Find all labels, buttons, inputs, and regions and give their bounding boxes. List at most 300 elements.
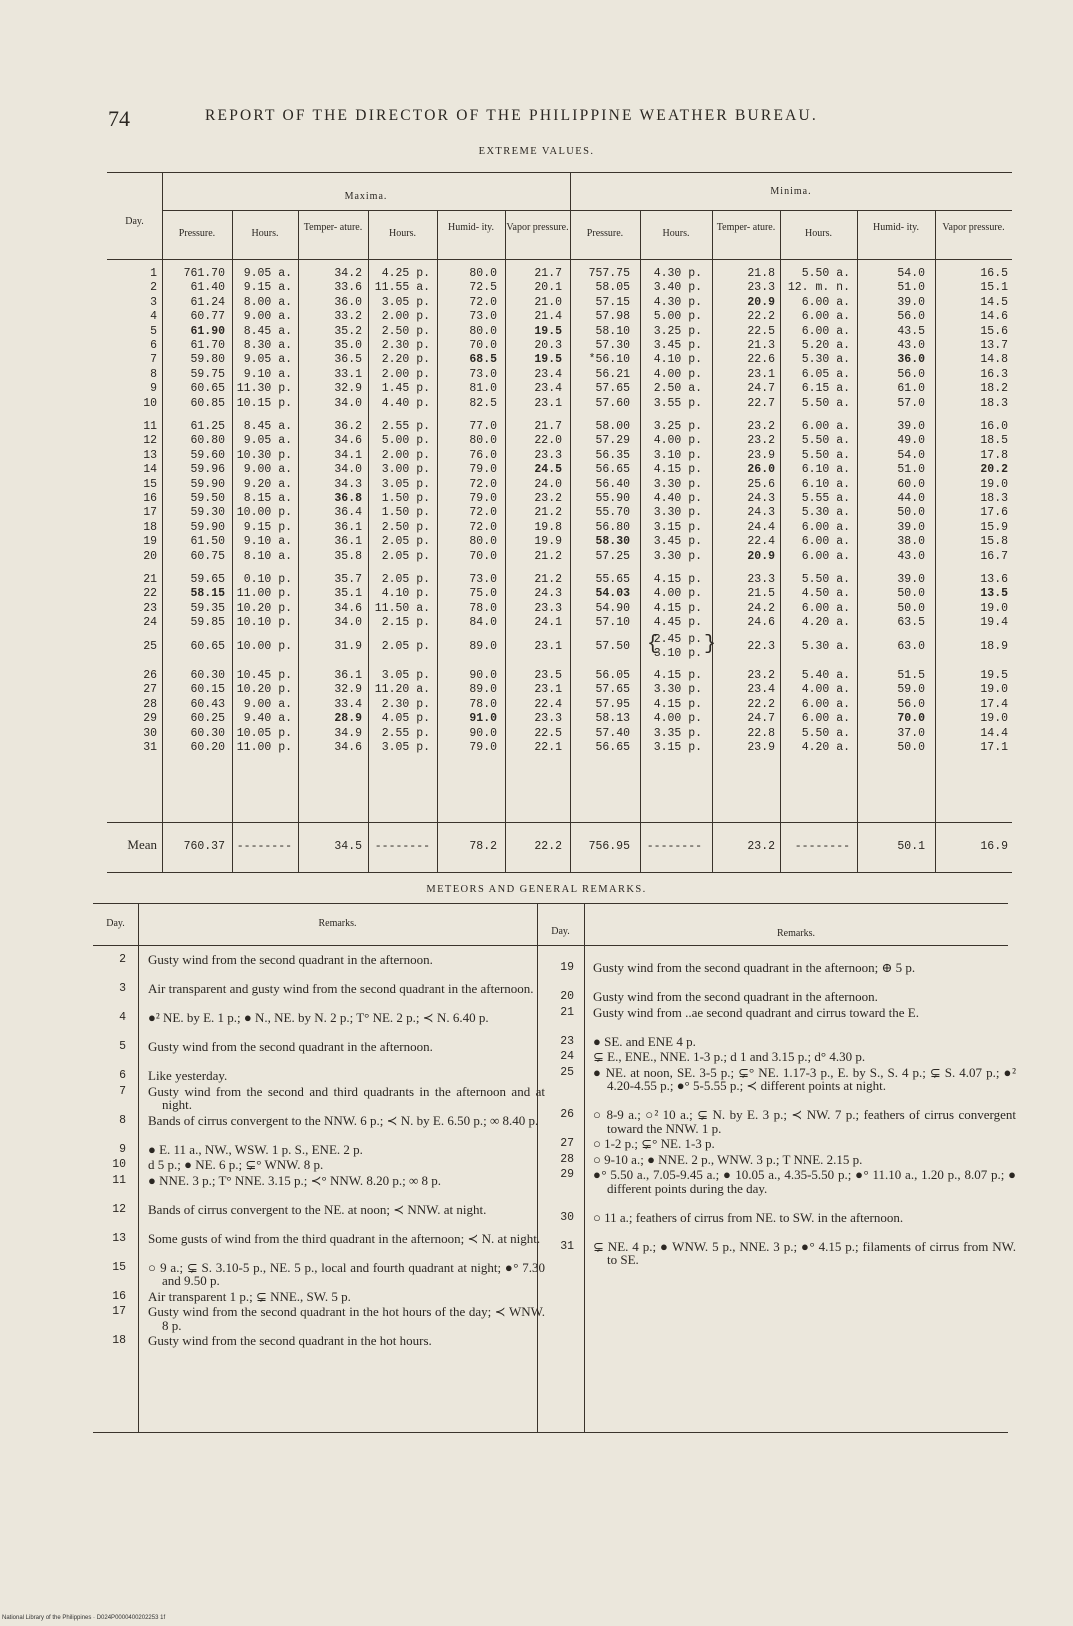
value-cell: 59.75 (190, 367, 225, 381)
value-cell: 5.50 a. (801, 434, 850, 448)
mean-cell: -------- (794, 840, 850, 853)
value-cell: 36.4 (334, 506, 362, 520)
value-cell: 57.65 (595, 683, 630, 697)
remark-text: Air transparent and gusty wind from the second quadrant in the afternoon. (148, 981, 534, 996)
value-cell: 36.0 (334, 295, 362, 309)
remark-text: Like yesterday. (148, 1068, 228, 1083)
value-cell: 60.75 (190, 549, 225, 563)
day-number: 26 (143, 669, 157, 682)
value-cell: 60.30 (190, 669, 225, 682)
value-cell: 9.05 a. (243, 434, 292, 448)
value-cell: 56.05 (595, 669, 630, 682)
value-cell: 4.15 p. (653, 463, 702, 477)
value-cell: 70.0 (469, 339, 497, 352)
day-number: 13 (143, 448, 157, 462)
day-number: 18 (143, 520, 157, 534)
day-number: 21 (143, 573, 157, 586)
value-cell: 13.7 (980, 339, 1008, 352)
value-cell: 17.1 (980, 741, 1008, 754)
value-cell: 72.5 (469, 281, 497, 295)
value-cell: 18.3 (980, 492, 1008, 505)
remark-text: ● NE. at noon, SE. 3-5 p.; ⊊° NE. 1.17-3 p., E. by S., S. 4 p.; ⊊ S. 4.07 p.; ●² 4.20-4.55 p.; ●° 5-5.55 p.; ≺ different points at night. (593, 1064, 1016, 1093)
value-cell: 21.0 (534, 295, 562, 309)
value-cell: 10.45 p. (236, 669, 292, 682)
mean-cell: -------- (236, 840, 292, 853)
value-cell: 10.20 p. (236, 683, 292, 697)
value-cell: 56.80 (595, 520, 630, 534)
extreme-values-title: EXTREME VALUES. (478, 146, 595, 157)
mean-cell: -------- (374, 840, 430, 853)
remark-day: 7 (119, 1084, 126, 1098)
value-cell: 78.0 (469, 697, 497, 711)
remark-text: ●² NE. by E. 1 p.; ● N., NE. by N. 2 p.; T° NE. 2 p.; ≺ N. 6.40 p. (148, 1010, 489, 1025)
day-number: 6 (150, 339, 157, 352)
value-cell: 5.30 a. (801, 506, 850, 520)
remark-day: 5 (119, 1040, 126, 1053)
mean-cell: 34.5 (334, 840, 362, 853)
value-cell: 34.6 (334, 741, 362, 754)
value-cell: 23.1 (747, 367, 775, 381)
value-cell: 5.00 p. (381, 434, 430, 448)
value-cell: 57.30 (595, 339, 630, 352)
remark-day: 24 (560, 1050, 574, 1063)
value-cell: 21.4 (534, 310, 562, 324)
value-cell: 32.9 (334, 683, 362, 697)
value-cell: 14.5 (980, 295, 1008, 309)
value-cell: 43.0 (897, 549, 925, 563)
day-number: 4 (150, 310, 157, 324)
value-cell: 75.0 (469, 587, 497, 601)
remark-text: ○ 9-10 a.; ● NNE. 2 p., WNW. 3 p.; T NNE. 2.15 p. (593, 1151, 863, 1167)
value-cell: 3.10 p. (653, 646, 702, 660)
value-cell: 60.20 (190, 741, 225, 754)
value-cell: 39.0 (897, 420, 925, 433)
value-cell: 59.85 (190, 616, 225, 630)
value-cell: 20.9 (747, 549, 775, 563)
value-cell: 4.30 p. (653, 267, 702, 280)
value-cell: 18.9 (980, 639, 1008, 653)
value-cell: 2.05 p. (381, 639, 430, 653)
remark-day: 2 (119, 953, 126, 966)
value-cell: 14.4 (980, 726, 1008, 740)
remark-text: ⊊ NE. 4 p.; ● WNW. 5 p., NNE. 3 p.; ●° 4.15 p.; filaments of cirrus from NW. to SE. (593, 1238, 1016, 1267)
value-cell: 36.1 (334, 669, 362, 682)
value-cell: 19.0 (980, 601, 1008, 615)
value-cell: 20.2 (980, 463, 1008, 477)
value-cell: 6.00 a. (801, 697, 850, 711)
remark-text: d 5 p.; ● NE. 6 p.; ⊊° WNW. 8 p. (148, 1157, 324, 1172)
value-cell: 82.5 (469, 396, 497, 410)
column-header: Humid- ity. (447, 222, 494, 233)
value-cell: 39.0 (897, 520, 925, 534)
day-number: 20 (143, 549, 157, 563)
value-cell: 1.50 p. (381, 506, 430, 520)
value-cell: 68.5 (469, 353, 497, 367)
day-number: 22 (143, 587, 157, 601)
value-cell: 61.50 (190, 535, 225, 549)
value-cell: 11.00 p. (236, 587, 292, 601)
value-cell: 60.65 (190, 382, 225, 396)
value-cell: 2.50 p. (381, 324, 430, 338)
value-cell: 61.90 (190, 324, 225, 338)
value-cell: 5.00 p. (653, 310, 702, 324)
day-header: Day. (551, 926, 570, 937)
value-cell: 59.65 (190, 573, 225, 586)
value-cell: 59.0 (897, 683, 925, 697)
day-number: 17 (143, 506, 157, 520)
value-cell: 6.10 a. (801, 463, 850, 477)
value-cell: 5.50 a. (801, 573, 850, 586)
value-cell: 16.0 (980, 420, 1008, 433)
value-cell: 6.00 a. (801, 420, 850, 433)
value-cell: 6.05 a. (801, 367, 850, 381)
value-cell: 3.25 p. (653, 420, 702, 433)
value-cell: 6.00 a. (801, 310, 850, 324)
value-cell: 35.2 (334, 324, 362, 338)
remark-text: Gusty wind from the second and third quadrants in the afternoon and at night. (148, 1083, 545, 1112)
value-cell: 3.30 p. (653, 477, 702, 491)
remark-day: 30 (560, 1210, 574, 1224)
value-cell: 16.3 (980, 367, 1008, 381)
value-cell: 3.30 p. (653, 549, 702, 563)
value-cell: 24.5 (534, 463, 562, 477)
value-cell: 55.70 (595, 506, 630, 520)
value-cell: 6.15 a. (801, 382, 850, 396)
value-cell: 4.45 p. (653, 616, 702, 630)
table-rule (93, 903, 1008, 904)
column-header: Vapor pressure. (506, 222, 569, 233)
value-cell: 33.2 (334, 310, 362, 324)
value-cell: 5.55 a. (801, 492, 850, 505)
value-cell: 57.0 (897, 396, 925, 410)
value-cell: 39.0 (897, 295, 925, 309)
remark-day: 20 (560, 990, 574, 1003)
remark-text: ● NNE. 3 p.; T° NNE. 3.15 p.; ≺° NNW. 8.20 p.; ∞ 8 p. (148, 1172, 441, 1188)
remark-day: 12 (112, 1202, 126, 1216)
value-cell: 9.10 a. (243, 535, 292, 549)
value-cell: 22.2 (747, 697, 775, 711)
value-cell: 15.1 (980, 281, 1008, 295)
value-cell: 11.30 p. (236, 382, 292, 396)
value-cell: 61.70 (190, 339, 225, 352)
value-cell: 3.05 p. (381, 741, 430, 754)
day-number: 8 (150, 367, 157, 381)
value-cell: 34.0 (334, 616, 362, 630)
value-cell: 13.6 (980, 573, 1008, 586)
value-cell: 35.8 (334, 549, 362, 563)
value-cell: 56.35 (595, 448, 630, 462)
value-cell: 5.40 a. (801, 669, 850, 682)
value-cell: 19.8 (534, 520, 562, 534)
column-header: Pressure. (586, 228, 624, 239)
column-header: Pressure. (178, 228, 216, 239)
value-cell: 58.30 (595, 535, 630, 549)
value-cell: 3.05 p. (381, 295, 430, 309)
value-cell: 23.3 (534, 448, 562, 462)
value-cell: 21.7 (534, 267, 562, 280)
value-cell: 59.80 (190, 353, 225, 367)
value-cell: 4.40 p. (653, 492, 702, 505)
remark-text: ● SE. and ENE 4 p. (593, 1033, 696, 1049)
value-cell: 55.90 (595, 492, 630, 505)
table-rule (107, 822, 1012, 823)
value-cell: 22.8 (747, 726, 775, 740)
value-cell: 24.0 (534, 477, 562, 491)
value-cell: 3.45 p. (653, 339, 702, 352)
mean-cell: 16.9 (980, 840, 1008, 853)
value-cell: 9.00 a. (243, 463, 292, 477)
value-cell: 23.2 (747, 669, 775, 682)
value-cell: 23.9 (747, 741, 775, 754)
page-number: 74 (108, 106, 130, 131)
bracket: } (704, 632, 717, 656)
value-cell: 2.00 p. (381, 367, 430, 381)
value-cell: 78.0 (469, 601, 497, 615)
value-cell: 10.00 p. (236, 639, 292, 653)
value-cell: 34.3 (334, 477, 362, 491)
value-cell: 4.15 p. (653, 697, 702, 711)
value-cell: 8.15 a. (243, 492, 292, 505)
value-cell: 22.4 (534, 697, 562, 711)
value-cell: 79.0 (469, 741, 497, 754)
value-cell: 44.0 (897, 492, 925, 505)
value-cell: 4.00 p. (653, 367, 702, 381)
value-cell: 4.30 p. (653, 295, 702, 309)
value-cell: 9.10 a. (243, 367, 292, 381)
remark-text: ●° 5.50 a., 7.05-9.45 a.; ● 10.05 a., 4.35-5.50 p.; ●° 11.10 a., 1.20 p., 8.07 p.; ● different points during the day. (593, 1167, 1016, 1196)
value-cell: 79.0 (469, 492, 497, 505)
value-cell: 4.00 p. (653, 587, 702, 601)
value-cell: 89.0 (469, 683, 497, 697)
value-cell: 56.65 (595, 463, 630, 477)
column-header: Temper- ature. (716, 222, 776, 233)
value-cell: 23.4 (747, 683, 775, 697)
value-cell: 9.20 a. (243, 477, 292, 491)
value-cell: 4.00 p. (653, 712, 702, 726)
remark-day: 4 (119, 1011, 126, 1024)
value-cell: 15.8 (980, 535, 1008, 549)
day-number: 30 (143, 726, 157, 740)
value-cell: 61.25 (190, 420, 225, 433)
value-cell: 58.00 (595, 420, 630, 433)
day-number: 7 (150, 353, 157, 367)
remark-day: 10 (112, 1158, 126, 1171)
value-cell: 57.98 (595, 310, 630, 324)
day-number: 12 (143, 434, 157, 448)
table-rule (107, 259, 1012, 260)
value-cell: 3.30 p. (653, 683, 702, 697)
remark-day: 16 (112, 1289, 126, 1303)
value-cell: 24.3 (747, 506, 775, 520)
value-cell: 77.0 (469, 420, 497, 433)
value-cell: 3.10 p. (653, 448, 702, 462)
value-cell: 50.0 (897, 506, 925, 520)
value-cell: 25.6 (747, 477, 775, 491)
value-cell: 58.13 (595, 712, 630, 726)
value-cell: 3.35 p. (653, 726, 702, 740)
value-cell: 33.1 (334, 367, 362, 381)
value-cell: 12. m. n. (787, 281, 850, 295)
value-cell: 60.15 (190, 683, 225, 697)
value-cell: 20.3 (534, 339, 562, 352)
value-cell: 54.90 (595, 601, 630, 615)
value-cell: 5.50 a. (801, 726, 850, 740)
value-cell: 4.10 p. (381, 587, 430, 601)
day-number: 29 (143, 712, 157, 726)
value-cell: 2.30 p. (381, 339, 430, 352)
value-cell: 22.3 (747, 639, 775, 653)
value-cell: 73.0 (469, 573, 497, 586)
value-cell: 2.05 p. (381, 549, 430, 563)
value-cell: 24.3 (747, 492, 775, 505)
value-cell: 6.00 a. (801, 712, 850, 726)
value-cell: 73.0 (469, 367, 497, 381)
value-cell: 20.9 (747, 295, 775, 309)
value-cell: 24.2 (747, 601, 775, 615)
value-cell: 20.1 (534, 281, 562, 295)
value-cell: 34.9 (334, 726, 362, 740)
column-header: Humid- ity. (872, 222, 919, 233)
value-cell: 57.40 (595, 726, 630, 740)
value-cell: 56.0 (897, 367, 925, 381)
value-cell: 89.0 (469, 639, 497, 653)
day-number: 28 (143, 697, 157, 711)
value-cell: 4.25 p. (381, 267, 430, 280)
value-cell: 90.0 (469, 669, 497, 682)
value-cell: 36.1 (334, 535, 362, 549)
remark-text: Gusty wind from ..ae second quadrant and cirrus toward the E. (593, 1004, 919, 1020)
mean-cell: 756.95 (588, 840, 630, 853)
remark-text: Gusty wind from the second quadrant in the hot hours. (148, 1333, 432, 1348)
value-cell: 34.6 (334, 434, 362, 448)
value-cell: 56.0 (897, 697, 925, 711)
value-cell: 2.00 p. (381, 448, 430, 462)
value-cell: 36.2 (334, 420, 362, 433)
value-cell: 0.10 p. (243, 573, 292, 586)
value-cell: 34.2 (334, 267, 362, 280)
value-cell: 31.9 (334, 639, 362, 653)
minima-header: Minima. (770, 186, 812, 197)
value-cell: 6.00 a. (801, 535, 850, 549)
value-cell: 76.0 (469, 448, 497, 462)
value-cell: 2.50 p. (381, 520, 430, 534)
value-cell: 8.10 a. (243, 549, 292, 563)
remarks-header: Remarks. (776, 928, 816, 939)
remarks-header: Remarks. (318, 918, 357, 929)
value-cell: 22.1 (534, 741, 562, 754)
remark-text: ● E. 11 a., NW., WSW. 1 p. S., ENE. 2 p. (148, 1141, 363, 1157)
value-cell: 4.15 p. (653, 573, 702, 586)
remark-day: 18 (112, 1334, 126, 1347)
value-cell: 10.00 p. (236, 506, 292, 520)
value-cell: 59.50 (190, 492, 225, 505)
value-cell: 79.0 (469, 463, 497, 477)
value-cell: 32.9 (334, 382, 362, 396)
value-cell: 24.1 (534, 616, 562, 630)
mean-label: Mean (127, 837, 157, 852)
value-cell: 2.00 p. (381, 310, 430, 324)
value-cell: 34.1 (334, 448, 362, 462)
value-cell: 3.15 p. (653, 520, 702, 534)
remark-text: Gusty wind from the second quadrant in the hot hours of the day; ≺ WNW. 8 p. (148, 1304, 545, 1333)
value-cell: 6.00 a. (801, 601, 850, 615)
value-cell: 23.1 (534, 639, 562, 653)
value-cell: 35.0 (334, 339, 362, 352)
value-cell: 57.10 (595, 616, 630, 630)
value-cell: 61.24 (190, 295, 225, 309)
mean-cell: 23.2 (747, 840, 775, 853)
value-cell: 60.65 (190, 639, 225, 653)
value-cell: 72.0 (469, 295, 497, 309)
day-number: 15 (143, 477, 157, 491)
value-cell: 23.2 (747, 434, 775, 448)
bracket: { (647, 632, 660, 656)
value-cell: 9.05 a. (243, 353, 292, 367)
value-cell: 51.0 (897, 463, 925, 477)
remark-text: Bands of cirrus convergent to the NNW. 6 p.; ≺ N. by E. 6.50 p.; ∞ 8.40 p. (148, 1112, 539, 1128)
value-cell: 21.7 (534, 420, 562, 433)
value-cell: 26.0 (747, 463, 775, 477)
remark-text: Gusty wind from the second quadrant in the afternoon; ⊕ 5 p. (593, 960, 916, 975)
remark-text: ○ 1-2 p.; ⊊° NE. 1-3 p. (593, 1136, 715, 1151)
value-cell: 54.03 (595, 587, 630, 601)
value-cell: 60.85 (190, 396, 225, 410)
day-number: 10 (143, 396, 157, 410)
value-cell: 10.05 p. (236, 726, 292, 740)
remark-day: 19 (560, 961, 574, 974)
column-header: Hours. (389, 228, 416, 239)
column-header: Hours. (662, 228, 690, 239)
value-cell: 3.05 p. (381, 477, 430, 491)
value-cell: 18.5 (980, 434, 1008, 448)
day-number: 14 (143, 463, 157, 477)
value-cell: 21.2 (534, 506, 562, 520)
value-cell: 21.5 (747, 587, 775, 601)
value-cell: 4.20 a. (801, 741, 850, 754)
value-cell: 51.0 (897, 281, 925, 295)
remark-text: Gusty wind from the second quadrant in the afternoon. (593, 989, 878, 1004)
value-cell: 59.90 (190, 520, 225, 534)
day-number: 24 (143, 616, 157, 630)
day-number: 19 (143, 535, 157, 549)
day-number: 25 (143, 639, 157, 653)
value-cell: 34.0 (334, 396, 362, 410)
value-cell: 10.15 p. (236, 396, 292, 410)
value-cell: 34.6 (334, 601, 362, 615)
value-cell: 63.0 (897, 639, 925, 653)
value-cell: 43.5 (897, 324, 925, 338)
value-cell: 9.00 a. (243, 310, 292, 324)
value-cell: 5.20 a. (801, 339, 850, 352)
value-cell: 9.05 a. (243, 267, 292, 280)
value-cell: 23.9 (747, 448, 775, 462)
value-cell: *56.10 (588, 353, 630, 367)
remark-day: 17 (112, 1305, 126, 1318)
remark-day: 27 (560, 1137, 574, 1150)
table-rule (162, 210, 1012, 211)
value-cell: 6.10 a. (801, 477, 850, 491)
value-cell: 15.9 (980, 520, 1008, 534)
value-cell: 80.0 (469, 434, 497, 448)
value-cell: 19.5 (534, 353, 562, 367)
value-cell: 22.4 (747, 535, 775, 549)
value-cell: 80.0 (469, 324, 497, 338)
table-rule (107, 872, 1012, 873)
remark-day: 29 (560, 1168, 574, 1181)
value-cell: 58.10 (595, 324, 630, 338)
remark-text: ○ 9 a.; ⊊ S. 3.10-5 p., NE. 5 p., local and fourth quadrant at night; ●° 7.30 and 9.50 p. (148, 1259, 545, 1288)
value-cell: 4.40 p. (381, 396, 430, 410)
